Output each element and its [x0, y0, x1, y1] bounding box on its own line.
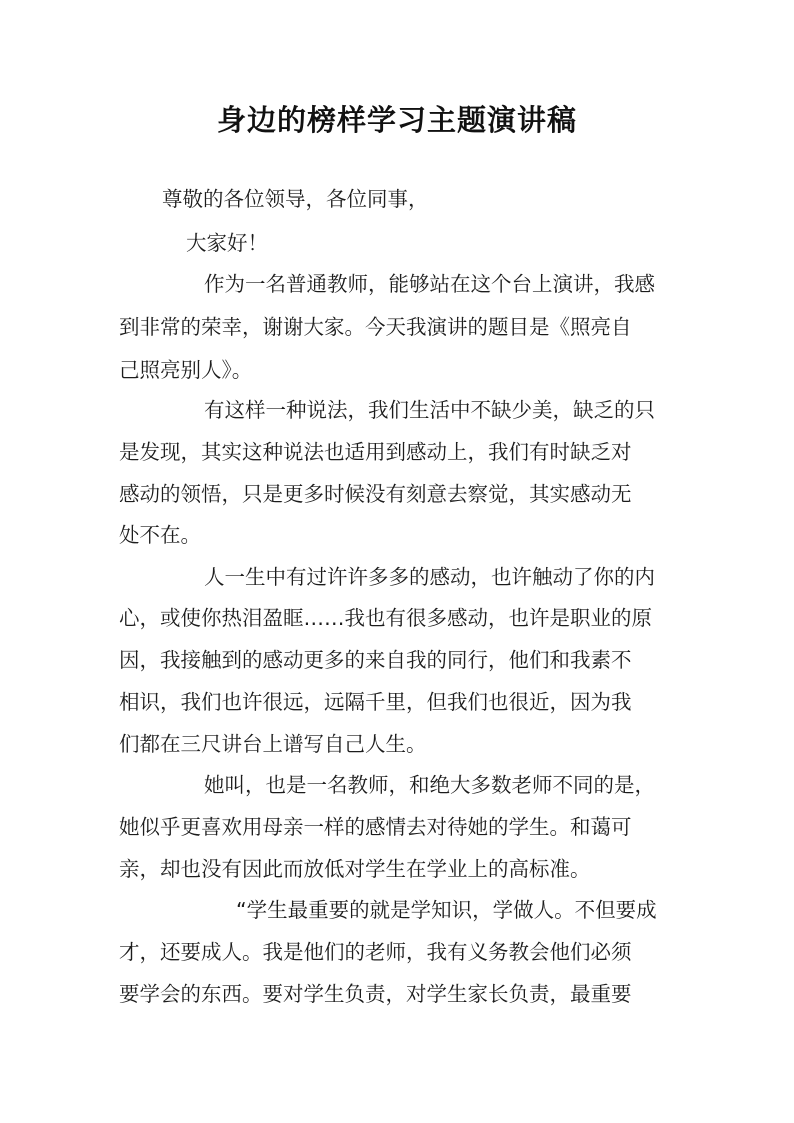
- greeting-line: 大家好！: [186, 231, 268, 255]
- paragraph-line: 感动的领悟，只是更多时候没有刻意去察觉，其实感动无: [119, 482, 632, 506]
- quote-line: 要学会的东西。要对学生负责，对学生家长负责，最重要: [119, 982, 632, 1006]
- paragraph-line: 到非常的荣幸，谢谢大家。今天我演讲的题目是《照亮自: [119, 315, 632, 339]
- paragraph-line: 亲，却也没有因此而放低对学生在学业上的高标准。: [119, 857, 591, 881]
- quote-line: 才，还要成人。我是他们的老师，我有义务教会他们必须: [119, 940, 632, 964]
- paragraph-line: 因，我接触到的感动更多的来自我的同行，他们和我素不: [119, 648, 632, 672]
- paragraph-line: 相识，我们也许很远，远隔千里，但我们也很近，因为我: [119, 690, 632, 714]
- paragraph-line: 有这样一种说法，我们生活中不缺少美，缺乏的只: [204, 398, 655, 422]
- paragraph-line: 是发现，其实这种说法也适用到感动上，我们有时缺乏对: [119, 440, 632, 464]
- paragraph-line: 她叫，也是一名教师，和绝大多数老师不同的是，: [204, 773, 655, 797]
- quote-line: “学生最重要的就是学知识，学做人。不但要成: [236, 898, 657, 922]
- document-title: 身边的榜样学习主题演讲稿: [216, 103, 577, 137]
- paragraph-line: 作为一名普通教师，能够站在这个台上演讲，我感: [204, 272, 655, 296]
- paragraph-line: 己照亮别人》。: [119, 358, 253, 382]
- paragraph-line: 处不在。: [119, 523, 201, 547]
- paragraph-line: 们都在三尺讲台上谱写自己人生。: [119, 732, 427, 756]
- greeting-line: 尊敬的各位领导，各位同事，: [162, 187, 429, 211]
- paragraph-line: 她似乎更喜欢用母亲一样的感情去对待她的学生。和蔼可: [119, 815, 632, 839]
- paragraph-line: 人一生中有过许许多多的感动，也许触动了你的内: [204, 565, 655, 589]
- paragraph-line: 心，或使你热泪盈眶……我也有很多感动，也许是职业的原: [119, 606, 652, 630]
